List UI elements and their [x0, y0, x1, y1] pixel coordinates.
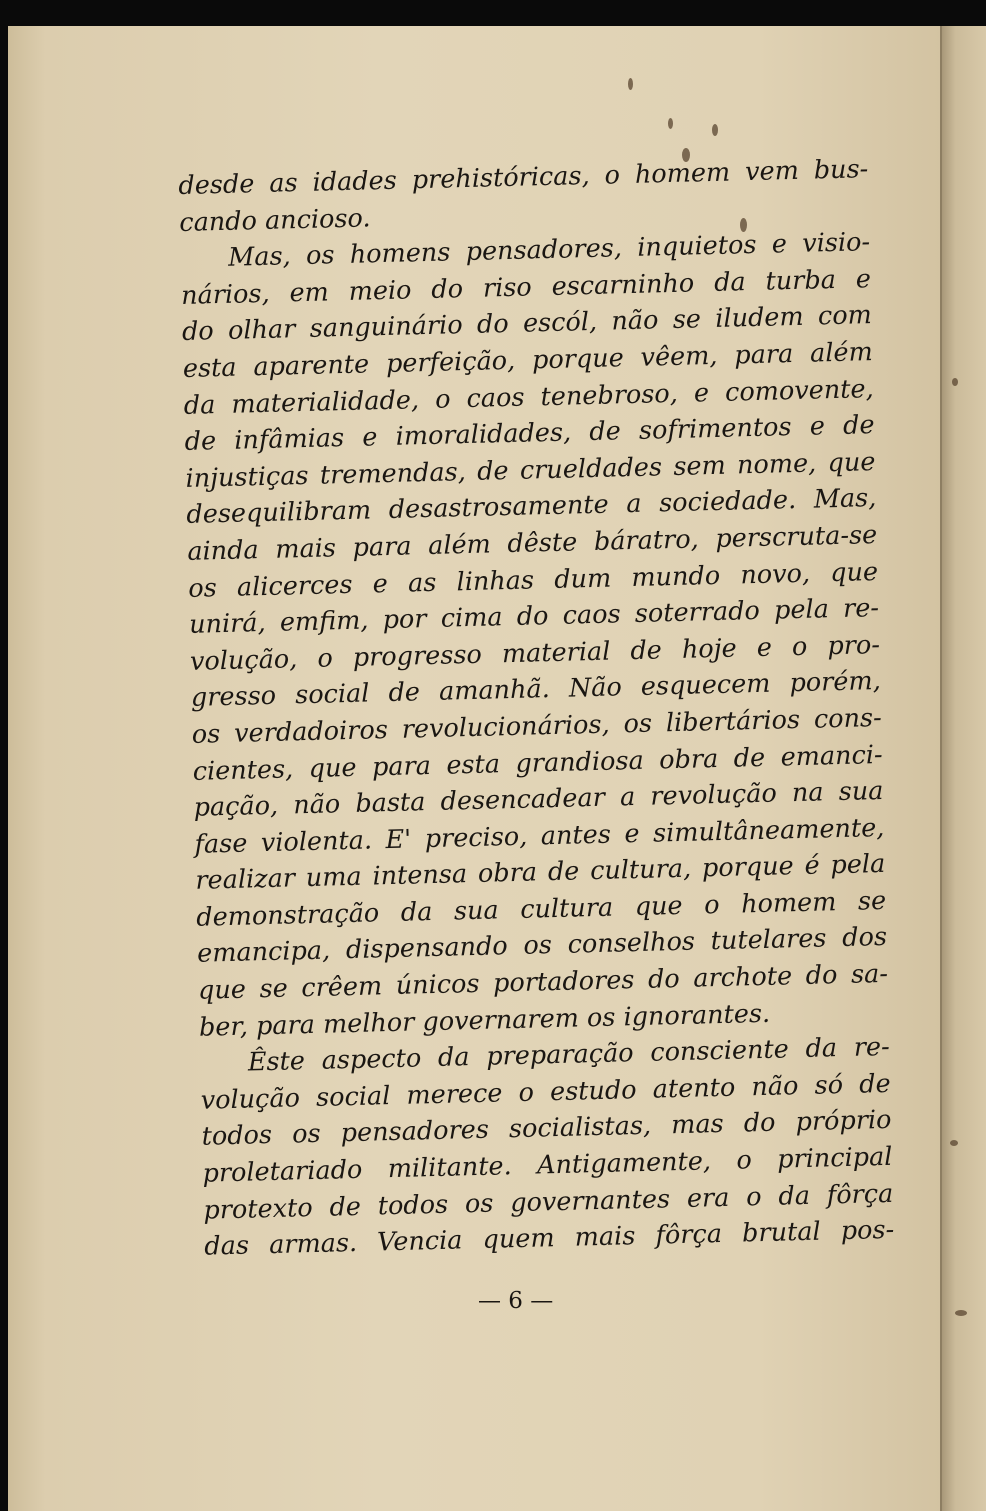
text-line: que se crêem únicos portadores do archote do sa-: [197, 958, 889, 1006]
text-line: unirá, emfim, por cima do caos soterrado pela re-: [188, 593, 880, 640]
text-line: das armas. Vencia quem mais fôrça brutal pos-: [204, 1215, 895, 1262]
text-line: volução social merece o estudo atento não só de: [200, 1068, 891, 1116]
text-line: proletariado militante. Antigamente, o principal: [202, 1141, 893, 1189]
text-line: Êste aspecto da preparação consciente da re-: [247, 1032, 891, 1078]
text-line: ainda mais para além dêste báratro, perscruta-se: [187, 519, 878, 567]
text-line: os alicerces e as linhas dum mundo novo, que: [187, 556, 879, 604]
ink-stain: [628, 78, 633, 90]
text-line: injustiças tremendas, de crueldades sem nome, que: [185, 446, 876, 494]
text-line: os verdadoiros revolucionários, os libertários cons-: [191, 702, 883, 750]
text-line: cando ancioso.: [178, 202, 371, 238]
text-line: de infâmias e imoralidades, de sofrimentos e de: [184, 410, 875, 458]
text-line: desequilibram desastrosamente a sociedade. Mas,: [186, 483, 877, 531]
adjacent-page-edge: [942, 26, 986, 1511]
text-line: do olhar sanguinário do escól, não se iludem com: [181, 300, 873, 348]
ink-stain: [952, 378, 958, 386]
text-line: volução, o progresso material de hoje e o pro-: [189, 629, 881, 677]
text-line: pação, não basta desencadear a revolução na sua: [193, 776, 884, 823]
text-line: realizar uma intensa obra de cultura, porque é pela: [195, 849, 886, 897]
text-line: esta aparente perfeição, porque vêem, para além: [182, 337, 874, 384]
page-number: — 6 —: [478, 1288, 554, 1314]
text-line: nários, em meio do riso escarninho da turba e: [180, 263, 872, 311]
text-line: demonstração da sua cultura que o homem se: [195, 885, 887, 933]
text-line: Mas, os homens pensadores, inquietos e visio-: [227, 227, 871, 273]
text-line: protexto de todos os governantes era o da fôrça: [203, 1178, 894, 1226]
ink-stain: [950, 1140, 958, 1146]
ink-stain: [712, 124, 718, 136]
text-line: fase violenta. E' preciso, antes e simultâneamente,: [194, 812, 885, 860]
ink-stain: [955, 1310, 967, 1316]
text-line: cientes, que para esta grandiosa obra de emanci-: [192, 739, 883, 787]
body-text: [178, 151, 895, 1265]
text-line: gresso social de amanhã. Não esquecem porém,: [190, 666, 882, 714]
text-line: todos os pensadores socialistas, mas do próprio: [201, 1105, 892, 1153]
ink-stain: [668, 118, 673, 129]
text-line: desde as idades prehistóricas, o homem vem bus-: [178, 154, 869, 201]
text-line: emancipa, dispensando os conselhos tutelares dos: [196, 922, 888, 970]
text-line: da materialidade, o caos tenebroso, e comovente,: [183, 373, 874, 421]
text-line: ber, para melhor governarem os ignorantes.: [198, 998, 771, 1043]
